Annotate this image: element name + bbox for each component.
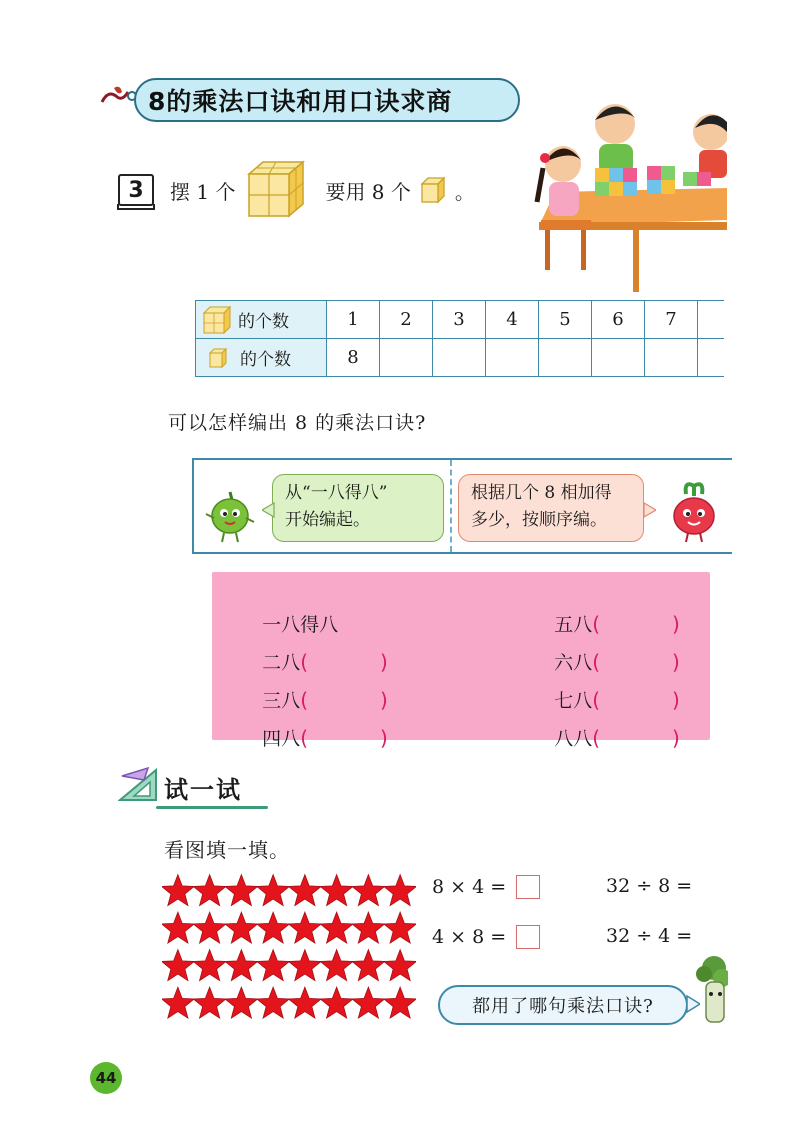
formula-8[interactable] — [530, 702, 680, 773]
star-grid — [162, 872, 416, 1022]
dialog-divider — [450, 460, 452, 552]
problem-text-2: 要用 8 个 — [325, 179, 411, 204]
open-paren: ( — [300, 726, 308, 750]
table-cell-blank[interactable] — [380, 339, 433, 377]
star-icon — [193, 875, 226, 906]
formula-text: 二八 — [262, 652, 301, 674]
star-icon — [162, 875, 194, 906]
table-cell: 3 — [433, 301, 486, 339]
page-number-badge — [90, 1062, 122, 1094]
big-cube-icon — [243, 160, 309, 220]
star-icon — [257, 875, 290, 906]
star-icon — [384, 987, 416, 1018]
star-icon — [225, 950, 258, 981]
small-cube-icon — [419, 176, 447, 204]
equation-text: 32 ÷ 8 = — [606, 875, 693, 897]
star-icon — [289, 950, 322, 981]
table-cell-blank[interactable] — [698, 339, 725, 377]
close-paren: ) — [380, 650, 388, 674]
star-icon — [257, 950, 290, 981]
open-paren: ( — [300, 650, 308, 674]
row2-label: 的个数 — [240, 350, 291, 370]
bubble-tail — [642, 502, 656, 518]
table-cell-blank[interactable] — [433, 339, 486, 377]
star-icon — [320, 987, 353, 1018]
page-number: 44 — [95, 1069, 117, 1087]
close-paren: ) — [672, 688, 680, 712]
star-icon — [352, 875, 385, 906]
problem-text-3: 。 — [454, 179, 475, 204]
table-cell: 8 — [327, 339, 380, 377]
equation-4 — [606, 925, 692, 947]
open-paren: ( — [592, 650, 600, 674]
answer-box[interactable] — [516, 925, 540, 949]
close-paren: ) — [380, 688, 388, 712]
open-paren: ( — [592, 612, 600, 636]
star-icon — [193, 912, 226, 943]
star-icon — [225, 987, 258, 1018]
title-ribbon-icon — [100, 82, 138, 110]
equation-3 — [606, 875, 692, 897]
star-icon — [384, 912, 416, 943]
star-icon — [193, 950, 226, 981]
star-icon — [225, 875, 258, 906]
table-cell: 1 — [327, 301, 380, 339]
hint-speech-bubble — [438, 985, 688, 1025]
equation-text: 8 × 4 = — [432, 876, 507, 898]
star-icon — [320, 912, 353, 943]
star-icon — [193, 987, 226, 1018]
star-icon — [289, 987, 322, 1018]
formula-text: 三八 — [262, 690, 301, 712]
star-icon — [225, 912, 258, 943]
table-cell-blank[interactable] — [539, 339, 592, 377]
multiplication-formula-box — [212, 572, 710, 750]
table-row — [196, 339, 725, 377]
radish-mascot-icon — [664, 482, 724, 546]
star-icon — [320, 875, 353, 906]
open-paren: ( — [592, 688, 600, 712]
row1-label: 的个数 — [238, 312, 289, 332]
broccoli-mascot-icon — [696, 952, 728, 1036]
star-icon — [320, 950, 353, 981]
star-icon — [352, 987, 385, 1018]
star-icon — [257, 987, 290, 1018]
answer-box[interactable] — [516, 875, 540, 899]
hint-text: 都用了哪句乘法口诀? — [472, 996, 654, 1017]
children-blocks-illustration — [515, 92, 727, 292]
problem-3-line — [118, 160, 475, 220]
instruction-text: 看图填一填。 — [164, 838, 290, 862]
formula-text: 七八 — [554, 690, 593, 712]
table-cell: 5 — [539, 301, 592, 339]
big-cube-icon — [202, 306, 232, 334]
triangle-ruler-icon — [118, 766, 158, 802]
star-icon — [352, 950, 385, 981]
row-header-big-cube — [196, 301, 327, 339]
star-icon — [289, 875, 322, 906]
formula-text: 五八 — [554, 614, 593, 636]
bubble-tail — [262, 502, 276, 518]
open-paren: ( — [592, 726, 600, 750]
equation-1 — [432, 875, 540, 899]
small-cube-icon — [208, 348, 228, 368]
formula-text: 八八 — [554, 728, 593, 750]
table-cell-blank[interactable] — [486, 339, 539, 377]
formula-text: 一八得八 — [262, 614, 339, 636]
star-icon — [162, 987, 194, 1018]
star-icon — [352, 912, 385, 943]
star-icon — [162, 912, 194, 943]
star-icon — [384, 875, 416, 906]
table-cell: 7 — [645, 301, 698, 339]
star-icon — [257, 912, 290, 943]
equation-2 — [432, 925, 540, 949]
star-icon — [162, 950, 194, 981]
close-paren: ) — [380, 726, 388, 750]
speech-bubble-left — [272, 474, 444, 542]
table-cell: 6 — [592, 301, 645, 339]
formula-text: 六八 — [554, 652, 593, 674]
close-paren: ) — [672, 612, 680, 636]
row-header-small-cube — [196, 339, 327, 377]
speech-bubble-right — [458, 474, 644, 542]
table-cell: 4 — [486, 301, 539, 339]
bubble-right-line1: 根据几个 8 相加得 — [471, 483, 612, 503]
try-section-title: 试一试 — [164, 776, 242, 804]
equation-text: 4 × 8 = — [432, 926, 507, 948]
problem-number: 3 — [118, 174, 154, 206]
question-text: 可以怎样编出 8 的乘法口诀? — [168, 412, 427, 434]
star-icon — [384, 950, 416, 981]
close-paren: ) — [672, 650, 680, 674]
problem-text-1: 摆 1 个 — [170, 179, 236, 204]
formula-text: 四八 — [262, 728, 301, 750]
equation-text: 32 ÷ 4 = — [606, 925, 693, 947]
bubble-left-line1: 从“一八得八” — [285, 483, 388, 503]
table-cell: 2 — [380, 301, 433, 339]
lesson-title: 8的乘法口诀和用口诀求商 — [134, 78, 520, 122]
star-icon — [289, 912, 322, 943]
open-paren: ( — [300, 688, 308, 712]
table-cell-blank[interactable] — [592, 339, 645, 377]
table-row — [196, 301, 725, 339]
title-underline — [156, 806, 268, 809]
table-cell — [698, 301, 725, 339]
bubble-left-line2: 开始编起。 — [285, 510, 370, 530]
bubble-right-line2: 多少，按顺序编。 — [471, 510, 607, 530]
table-cell-blank[interactable] — [645, 339, 698, 377]
pepper-mascot-icon — [200, 486, 260, 546]
cube-count-table — [195, 300, 724, 377]
close-paren: ) — [672, 726, 680, 750]
formula-4[interactable] — [238, 702, 388, 773]
